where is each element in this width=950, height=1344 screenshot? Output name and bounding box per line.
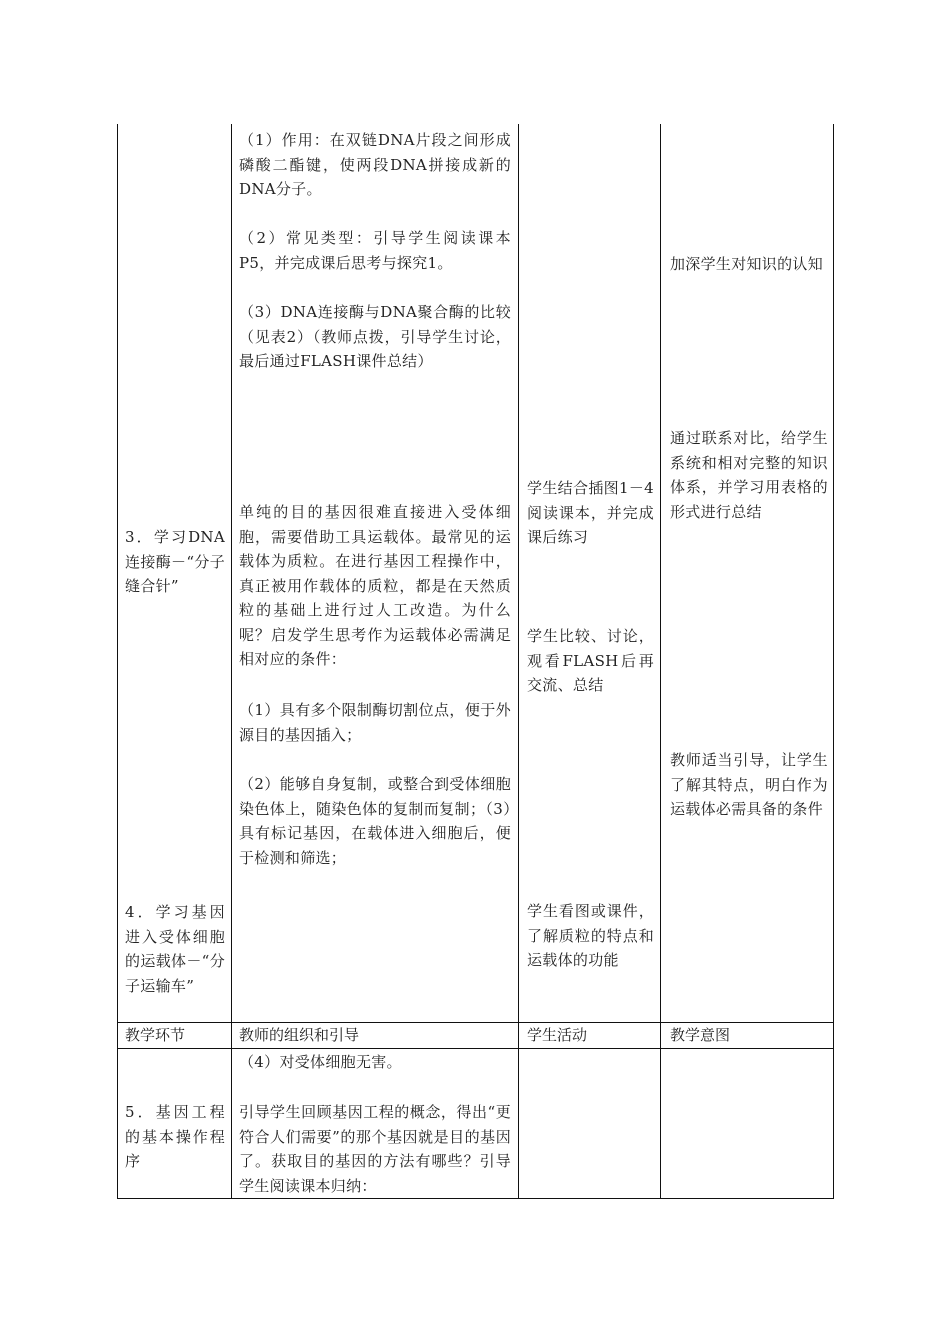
teacher-text-function: （1）作用：在双链DNA片段之间形成磷酸二酯键，使两段DNA拼接成新的DNA分子。 [239, 131, 511, 198]
intent-2: 通过联系对比，给学生系统和相对完整的知识体系，并学习用表格的形式进行总结 [670, 429, 828, 521]
table-border-header-top [117, 1022, 834, 1023]
table-border-col3 [518, 124, 519, 1199]
student-activity-3: 学生看图或课件，了解质粒的特点和运载体的功能 [527, 902, 654, 969]
teacher-text-condition-4: （4）对受体细胞无害。 [239, 1053, 402, 1071]
header-teaching-step: 教学环节 [125, 1026, 186, 1044]
header-teacher-guidance: 教师的组织和引导 [239, 1026, 360, 1044]
step-4-label: 4．学习基因进入受体细胞的运载体－“分子运输车” [125, 903, 225, 995]
step-5-label: 5．基因工程的基本操作程序 [125, 1103, 225, 1170]
header-student-activity: 学生活动 [527, 1026, 588, 1044]
student-activity-2: 学生比较、讨论，观看FLASH后再交流、总结 [527, 627, 654, 694]
table-border-col2 [231, 124, 232, 1199]
teacher-text-target-gene: 引导学生回顾基因工程的概念，得出“更符合人们需要”的那个基因就是目的基因了。获取目的基因的方法有哪些？引导学生阅读课本归纳： [239, 1103, 511, 1195]
intent-3: 教师适当引导，让学生了解其特点，明白作为运载体必需具备的条件 [670, 751, 828, 818]
table-border-bottom [117, 1198, 834, 1199]
teacher-text-vector-intro: 单纯的目的基因很难直接进入受体细胞，需要借助工具运载体。最常见的运载体为质粒。在进行基因工程操作中，真正被用作载体的质粒，都是在天然质粒的基础上进行过人工改造。为什么呢？启发学生思考作为运载体必需满足相对应的条件： [239, 503, 511, 668]
teacher-text-condition-2-3: （2）能够自身复制，或整合到受体细胞染色体上，随染色体的复制而复制；（3）具有标记基因，在载体进入细胞后，便于检测和筛选； [239, 775, 511, 867]
step-3-label: 3．学习DNA连接酶－“分子缝合针” [125, 528, 225, 595]
table-border-right [833, 124, 834, 1199]
teacher-text-condition-1: （1）具有多个限制酶切割位点，便于外源目的基因插入； [239, 701, 511, 744]
header-teaching-intent: 教学意图 [670, 1026, 731, 1044]
table-border-left [117, 124, 118, 1199]
intent-1: 加深学生对知识的认知 [670, 255, 824, 273]
teacher-text-comparison: （3）DNA连接酶与DNA聚合酶的比较（见表2）（教师点拨，引导学生讨论，最后通过FLASH课件总结） [239, 303, 511, 370]
student-activity-1: 学生结合插图1－4阅读课本，并完成课后练习 [527, 479, 654, 546]
table-border-header-bottom [117, 1048, 834, 1049]
table-border-col4 [660, 124, 661, 1199]
teacher-text-types: （2）常见类型：引导学生阅读课本P5，并完成课后思考与探究1。 [239, 229, 511, 272]
